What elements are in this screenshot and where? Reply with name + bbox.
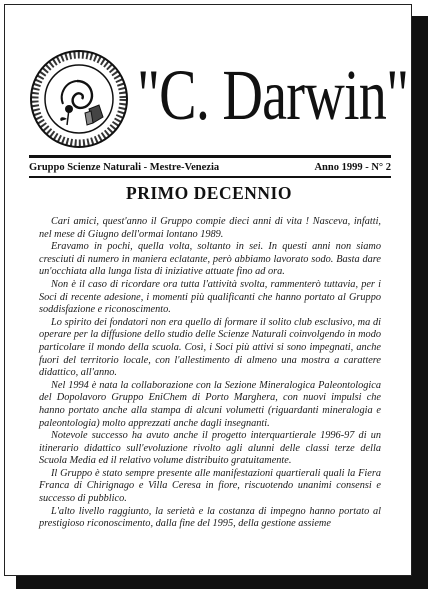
masthead-subline	[29, 162, 391, 173]
masthead-title: "C. Darwin"	[137, 55, 409, 135]
paragraph: Il Gruppo è stato sempre presente alle manifestazioni quartierali quali la Fiera Franca di Chirignago e Villa Ceresa in fiore, riscuotendo unanimi consensi e successo di pubblico.	[39, 467, 381, 505]
newsletter-page	[4, 4, 412, 576]
paragraph: Lo spirito dei fondatori non era quello di formare il solito club esclusivo, ma di operare per la diffusione dello studio delle Scienze Naturali coinvolgendo in modo particolare il mondo della scuola. Così, i Soci più attivi si sono impegnati, anche fuori del territorio locale, con l'allestimento di almeno una mostra a carattere didattico, all'anno.	[39, 316, 381, 379]
paragraph: Cari amici, quest'anno il Gruppo compie dieci anni di vita ! Nasceva, infatti, nel mese di Giugno dell'ormai lontano 1989.	[39, 216, 381, 240]
paragraph: Nel 1994 è nata la collaborazione con la Sezione Mineralogica Paleontologica del Dopolavoro Gruppo EniChem di Porto Marghera, con nuovi impulsi che hanno portato anche alla stampa di alcuni volumetti (riguardanti mineralogia e paleontologia) molto apprezzati anche dagli insegnanti.	[39, 379, 381, 429]
article-heading: PRIMO DECENNIO	[126, 183, 292, 203]
group-name: Gruppo Scienze Naturali - Mestre-Venezia	[29, 162, 220, 173]
paragraph: Notevole successo ha avuto anche il progetto interquartierale 1996-97 di un itinerario didattico sull'evoluzione rivolto agli alunni delle classi terze della Scuola Media ed il relativo volume distribuito gratuitamente.	[39, 430, 381, 467]
paragraph: L'alto livello raggiunto, la serietà e la costanza di impegno hanno portato al prestigioso riconoscimento, dalla fine del 1995, della gestione assieme	[39, 505, 381, 530]
masthead-rule-top	[29, 155, 391, 158]
group-logo-seal	[29, 49, 129, 149]
masthead-rule-bottom	[29, 176, 391, 178]
paragraph: Non è il caso di ricordare ora tutta l'attività svolta, rammenterò tuttavia, per i Soci di recente adesione, i momenti più qualificanti che hanno portato al Gruppo soddisfazione e riconoscimento.	[39, 278, 381, 316]
paragraph: Eravamo in pochi, quella volta, soltanto in sei. In questi anni non siamo cresciuti di numero in maniera eclatante, però abbiamo lavorato sodo. Basta dare un'occhiata alla lunga lista di iniziative attuate fino ad ora.	[39, 241, 381, 278]
article-body	[39, 216, 381, 531]
issue-number: Anno 1999 - N° 2	[314, 162, 391, 173]
